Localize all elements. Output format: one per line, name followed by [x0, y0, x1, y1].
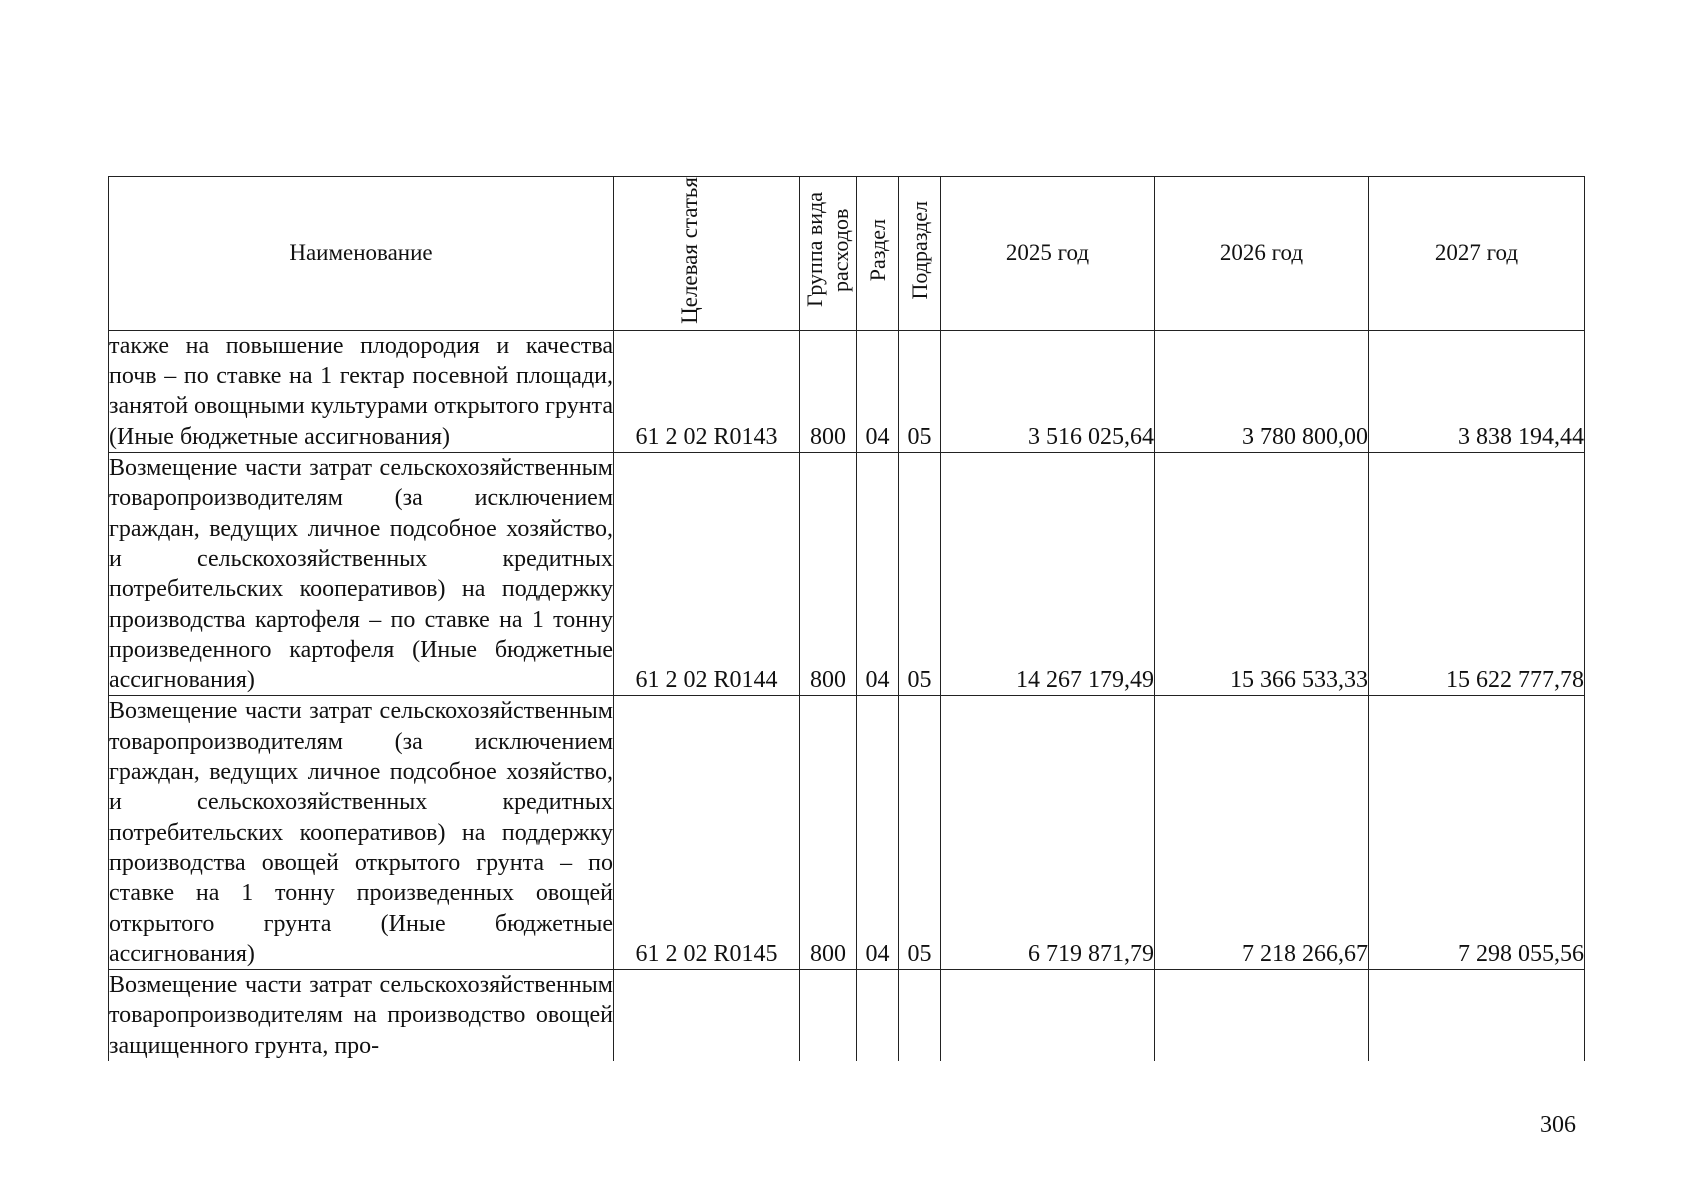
page-number: 306	[1540, 1112, 1576, 1138]
row-target-article: 61 2 02 R0144	[614, 453, 800, 696]
table-header-row	[109, 177, 1585, 331]
header-section: Раздел	[857, 177, 899, 331]
row-section: 04	[857, 453, 899, 696]
header-2025: 2025 год	[941, 177, 1155, 331]
row-subsection: 05	[899, 453, 941, 696]
row-subsection-empty	[899, 970, 941, 1062]
header-target-article: Целевая статья	[614, 177, 800, 331]
row-name-text: Возмещение части затрат сельскохозяйственным товаропроизводителям на производство овощей защищенного грунта, про-	[109, 972, 613, 1059]
row-expense-group: 800	[800, 696, 857, 970]
row-2025: 3 516 025,64	[941, 330, 1155, 452]
row-expense-group: 800	[800, 330, 857, 452]
table-row	[109, 696, 1585, 970]
row-2026-empty	[1155, 970, 1369, 1062]
row-name: Возмещение части затрат сельскохозяйственным товаропроизводителям (за исключением граждан, ведущих личное подсобное хозяйство, и сельскохозяйственных кредитных потребительских кооперативов) на поддержку производства овощей открытого грунта – по ставке на 1 тонну произведенных овощей открытого грунта (Иные бюджетные ассигнования)	[109, 696, 614, 970]
budget-table	[108, 176, 1585, 1061]
row-section-empty	[857, 970, 899, 1062]
row-2025: 6 719 871,79	[941, 696, 1155, 970]
row-expense-group-empty	[800, 970, 857, 1062]
row-2025-empty	[941, 970, 1155, 1062]
row-2025: 14 267 179,49	[941, 453, 1155, 696]
row-2026: 7 218 266,67	[1155, 696, 1369, 970]
table-row	[109, 453, 1585, 696]
header-name: Наименование	[109, 177, 614, 331]
row-subsection: 05	[899, 696, 941, 970]
table-row	[109, 330, 1585, 452]
row-name: также на повышение плодородия и качества почв – по ставке на 1 гектар посевной площади, занятой овощными культурами открытого грунта (Иные бюджетные ассигнования)	[109, 330, 614, 452]
row-section: 04	[857, 330, 899, 452]
row-target-article: 61 2 02 R0143	[614, 330, 800, 452]
row-name: Возмещение части затрат сельскохозяйственным товаропроизводителям (за исключением граждан, ведущих личное подсобное хозяйство, и сельскохозяйственных кредитных потребительских кооперативов) на поддержку производства картофеля – по ставке на 1 тонну произведенного картофеля (Иные бюджетные ассигнования)	[109, 453, 614, 696]
row-2027-empty	[1369, 970, 1585, 1062]
row-2027: 15 622 777,78	[1369, 453, 1585, 696]
row-subsection: 05	[899, 330, 941, 452]
row-2027: 3 838 194,44	[1369, 330, 1585, 452]
row-2026: 3 780 800,00	[1155, 330, 1369, 452]
header-2027: 2027 год	[1369, 177, 1585, 331]
header-subsection: Подраздел	[899, 177, 941, 331]
row-2027: 7 298 055,56	[1369, 696, 1585, 970]
table-row-continued	[109, 970, 1585, 1062]
row-expense-group: 800	[800, 453, 857, 696]
row-section: 04	[857, 696, 899, 970]
row-target-article: 61 2 02 R0145	[614, 696, 800, 970]
row-target-article-empty	[614, 970, 800, 1062]
header-2026: 2026 год	[1155, 177, 1369, 331]
row-2026: 15 366 533,33	[1155, 453, 1369, 696]
header-expense-group: Группа вида расходов	[800, 177, 857, 331]
row-name	[109, 970, 614, 1062]
budget-table-container	[108, 176, 1584, 1088]
